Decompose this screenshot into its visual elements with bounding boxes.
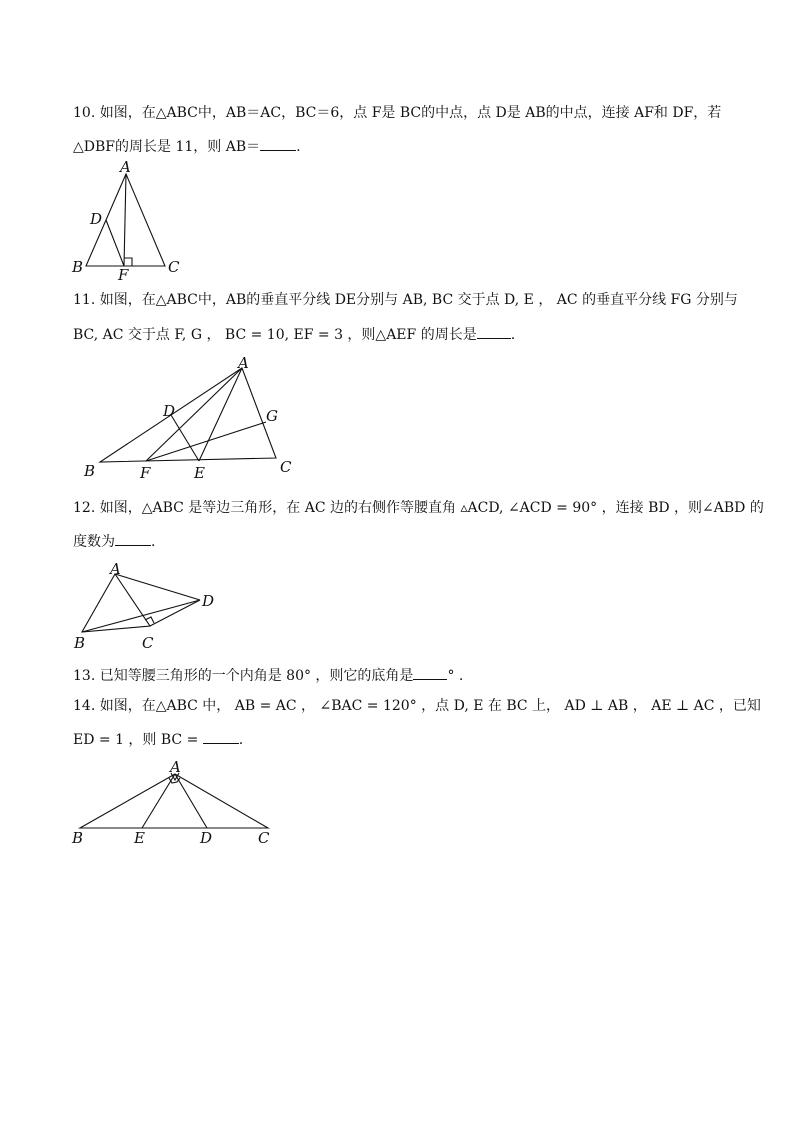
- q14-segment-ae: [142, 774, 175, 828]
- q11-segment-de: [171, 415, 199, 461]
- q12-answer-blank[interactable]: [115, 531, 151, 546]
- q14-segment-ad: [175, 774, 207, 828]
- q10-segment-df: [106, 220, 124, 266]
- q11-label-g: G: [266, 407, 278, 425]
- q11-label-d: D: [163, 402, 176, 420]
- q11-segment-af: [146, 368, 242, 461]
- q13-text-line1: [73, 665, 463, 685]
- q11-label-b: B: [84, 462, 96, 480]
- q10-segment-af: [124, 174, 126, 266]
- q12-label-d: D: [202, 592, 215, 610]
- q10-text-line2-before: △DBF的周长是 11，则 AB＝: [73, 139, 261, 155]
- q11-label-a: A: [238, 354, 249, 372]
- q12-text-line2-before: 度数为: [73, 534, 115, 550]
- q11-label-c: C: [280, 458, 292, 476]
- q10-label-f: F: [118, 266, 129, 284]
- q10-figure: [70, 158, 190, 284]
- q11-text-line2: [73, 324, 515, 344]
- q14-label-d: D: [200, 829, 213, 847]
- q14-text-line1: 14. 如图，在△ABC 中， AB = AC ， ∠BAC = 120° ，点 D, E 在 BC 上， AD ⊥ AB ， AE ⊥ AC ，已知: [73, 698, 761, 714]
- q10-right-angle-mark: [124, 258, 132, 266]
- q13-text-after: ° .: [447, 668, 464, 684]
- q10-label-a: A: [120, 158, 131, 176]
- q10-label-d: D: [90, 210, 103, 228]
- q12-text-line2: [73, 531, 155, 551]
- q14-label-e: E: [134, 829, 145, 847]
- q12-text-line1: 12. 如图，△ABC 是等边三角形，在 AC 边的右侧作等腰直角 ▵ACD, ∠ACD = 90° ，连接 BD ，则∠ABD 的: [73, 500, 764, 516]
- q12-figure: [70, 558, 230, 653]
- q12-label-a: A: [110, 560, 121, 578]
- q11-answer-blank[interactable]: [477, 324, 511, 339]
- q10-text-line2: [73, 136, 301, 156]
- q11-text-line1: 11. 如图，在△ABC中，AB的垂直平分线 DE分别与 AB, BC 交于点 D, E ， AC 的垂直平分线 FG 分别与: [73, 292, 738, 308]
- q10-answer-blank[interactable]: [260, 136, 296, 151]
- q11-text-line2-before: BC, AC 交于点 F, G ， BC = 10, EF = 3 ，则△AEF 的周长是: [73, 327, 477, 343]
- q12-segment-ad: [115, 574, 200, 600]
- q11-figure: [80, 354, 300, 483]
- q11-label-f: F: [140, 464, 151, 482]
- q10-label-b: B: [72, 258, 84, 276]
- q11-label-e: E: [194, 464, 205, 482]
- q11-segment-fg: [146, 422, 266, 461]
- q12-label-c: C: [142, 634, 154, 652]
- q14-label-c: C: [258, 829, 270, 847]
- q12-segment-cd: [150, 600, 200, 626]
- q13-text-before: 13. 已知等腰三角形的一个内角是 80° ，则它的底角是: [73, 668, 414, 684]
- q14-figure: [70, 755, 290, 855]
- q10-text-line2-after: .: [296, 139, 301, 155]
- q14-text-line2-before: ED = 1 ，则 BC =: [73, 732, 199, 748]
- q12-text-line2-after: .: [151, 534, 156, 550]
- q14-answer-blank[interactable]: [203, 729, 239, 744]
- q13-answer-blank[interactable]: [413, 665, 447, 680]
- q12-label-b: B: [74, 634, 86, 652]
- q10-text-line1: 10. 如图，在△ABC中，AB＝AC，BC＝6，点 F是 BC的中点，点 D是 AB的中点，连接 AF和 DF，若: [73, 105, 722, 121]
- q14-label-b: B: [72, 829, 84, 847]
- q14-label-a: A: [170, 758, 181, 776]
- q11-text-line2-after: .: [510, 327, 516, 343]
- q14-text-line2: [73, 729, 243, 749]
- q14-text-line2-after: .: [238, 732, 244, 748]
- q10-label-c: C: [168, 258, 180, 276]
